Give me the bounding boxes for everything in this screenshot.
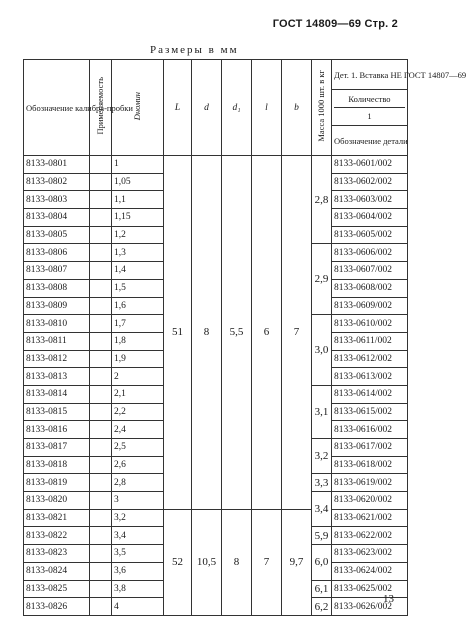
row-applicability <box>90 244 112 262</box>
row-code: 8133-0808 <box>24 279 90 297</box>
row-code: 8133-0801 <box>24 156 90 174</box>
row-applicability <box>90 562 112 580</box>
header-part-designation: Обозначение детали <box>332 126 408 156</box>
row-applicability <box>90 173 112 191</box>
row-applicability <box>90 492 112 510</box>
row-part-designation: 8133-0608/002 <box>332 279 408 297</box>
row-code: 8133-0824 <box>24 562 90 580</box>
row-code: 8133-0819 <box>24 474 90 492</box>
row-part-designation: 8133-0604/002 <box>332 209 408 227</box>
row-part-designation: 8133-0620/002 <box>332 492 408 510</box>
row-applicability <box>90 332 112 350</box>
row-applicability <box>90 598 112 616</box>
row-mass: 3,1 <box>312 385 332 438</box>
row-part-designation: 8133-0623/002 <box>332 545 408 563</box>
row-applicability <box>90 350 112 368</box>
row-dnom: 3,4 <box>112 527 164 545</box>
row-code: 8133-0818 <box>24 456 90 474</box>
row-part-designation: 8133-0619/002 <box>332 474 408 492</box>
row-part-designation: 8133-0607/002 <box>332 262 408 280</box>
row-code: 8133-0804 <box>24 209 90 227</box>
row-dnom: 1,9 <box>112 350 164 368</box>
group1-L: 51 <box>164 156 192 510</box>
header-L: L <box>164 60 192 156</box>
row-code: 8133-0825 <box>24 580 90 598</box>
group1-d1: 5,5 <box>222 156 252 510</box>
row-dnom: 1,7 <box>112 315 164 333</box>
row-part-designation: 8133-0618/002 <box>332 456 408 474</box>
row-dnom: 1,4 <box>112 262 164 280</box>
row-code: 8133-0803 <box>24 191 90 209</box>
row-code: 8133-0807 <box>24 262 90 280</box>
row-applicability <box>90 262 112 280</box>
row-dnom: 2 <box>112 368 164 386</box>
row-dnom: 3,6 <box>112 562 164 580</box>
group2-b: 9,7 <box>282 509 312 615</box>
row-dnom: 1,1 <box>112 191 164 209</box>
row-mass: 3,3 <box>312 474 332 492</box>
row-mass: 6,0 <box>312 545 332 580</box>
row-dnom: 2,5 <box>112 439 164 457</box>
row-dnom: 3,8 <box>112 580 164 598</box>
row-code: 8133-0820 <box>24 492 90 510</box>
row-part-designation: 8133-0621/002 <box>332 509 408 527</box>
row-applicability <box>90 439 112 457</box>
row-dnom: 1 <box>112 156 164 174</box>
row-dnom: 1,3 <box>112 244 164 262</box>
row-part-designation: 8133-0610/002 <box>332 315 408 333</box>
header-d1: d₁ <box>222 60 252 156</box>
row-dnom: 2,6 <box>112 456 164 474</box>
page-label: Стр. 2 <box>364 18 398 30</box>
row-applicability <box>90 474 112 492</box>
row-mass: 5,9 <box>312 527 332 545</box>
group1-l: 6 <box>252 156 282 510</box>
row-part-designation: 8133-0602/002 <box>332 173 408 191</box>
row-part-designation: 8133-0601/002 <box>332 156 408 174</box>
row-part-designation: 8133-0617/002 <box>332 439 408 457</box>
row-code: 8133-0822 <box>24 527 90 545</box>
row-code: 8133-0814 <box>24 385 90 403</box>
table-row <box>24 156 408 174</box>
row-applicability <box>90 226 112 244</box>
row-code: 8133-0816 <box>24 421 90 439</box>
row-dnom: 2,4 <box>112 421 164 439</box>
row-code: 8133-0809 <box>24 297 90 315</box>
group2-l: 7 <box>252 509 282 615</box>
row-applicability <box>90 545 112 563</box>
row-dnom: 1,8 <box>112 332 164 350</box>
row-code: 8133-0815 <box>24 403 90 421</box>
table-row <box>24 509 408 527</box>
dimensions-table <box>23 59 466 616</box>
row-code: 8133-0806 <box>24 244 90 262</box>
group2-d1: 8 <box>222 509 252 615</box>
row-code: 8133-0821 <box>24 509 90 527</box>
row-applicability <box>90 297 112 315</box>
row-applicability <box>90 156 112 174</box>
header-part-title: Дет. 1. Вставка НЕ ГОСТ 14807—69 <box>332 60 408 90</box>
row-dnom: 1,05 <box>112 173 164 191</box>
header-designation: Обозначение калибра-пробки <box>24 60 90 156</box>
row-part-designation: 8133-0625/002 <box>332 580 408 598</box>
row-part-designation: 8133-0616/002 <box>332 421 408 439</box>
page-number: 13 <box>383 593 394 605</box>
row-applicability <box>90 421 112 439</box>
table-header <box>24 60 466 156</box>
section-title: Размеры в мм <box>150 44 239 56</box>
row-dnom: 2,2 <box>112 403 164 421</box>
row-dnom: 2,8 <box>112 474 164 492</box>
row-part-designation: 8133-0614/002 <box>332 385 408 403</box>
row-mass: 3,0 <box>312 315 332 386</box>
group2-L: 52 <box>164 509 192 615</box>
row-part-designation: 8133-0603/002 <box>332 191 408 209</box>
row-applicability <box>90 209 112 227</box>
row-mass: 6,2 <box>312 598 332 616</box>
row-part-designation: 8133-0609/002 <box>332 297 408 315</box>
row-code: 8133-0813 <box>24 368 90 386</box>
row-dnom: 3,5 <box>112 545 164 563</box>
row-dnom: 3,2 <box>112 509 164 527</box>
row-part-designation: 8133-0613/002 <box>332 368 408 386</box>
header-b: b <box>282 60 312 156</box>
group2-d: 10,5 <box>192 509 222 615</box>
row-code: 8133-0802 <box>24 173 90 191</box>
header-l: l <box>252 60 282 156</box>
row-applicability <box>90 403 112 421</box>
header-d: d <box>192 60 222 156</box>
row-applicability <box>90 279 112 297</box>
row-code: 8133-0812 <box>24 350 90 368</box>
standard-header <box>273 18 398 30</box>
row-part-designation: 8133-0624/002 <box>332 562 408 580</box>
standard-number: ГОСТ 14809—69 <box>272 18 362 30</box>
row-mass: 2,9 <box>312 244 332 315</box>
row-dnom: 1,5 <box>112 279 164 297</box>
row-applicability <box>90 368 112 386</box>
row-dnom: 4 <box>112 598 164 616</box>
quantity-label: Количество <box>334 94 405 108</box>
header-quantity <box>332 90 408 126</box>
row-mass: 3,4 <box>312 492 332 527</box>
row-applicability <box>90 509 112 527</box>
group1-b: 7 <box>282 156 312 510</box>
row-part-designation: 8133-0605/002 <box>332 226 408 244</box>
row-part-designation: 8133-0612/002 <box>332 350 408 368</box>
row-applicability <box>90 527 112 545</box>
row-code: 8133-0817 <box>24 439 90 457</box>
row-applicability <box>90 580 112 598</box>
quantity-value: 1 <box>367 111 372 121</box>
group1-d: 8 <box>192 156 222 510</box>
row-applicability <box>90 456 112 474</box>
row-applicability <box>90 385 112 403</box>
row-dnom: 1,6 <box>112 297 164 315</box>
row-code: 8133-0811 <box>24 332 90 350</box>
row-dnom: 2,1 <box>112 385 164 403</box>
header-mass: Масса 1000 шт. в кг <box>312 60 332 156</box>
row-applicability <box>90 191 112 209</box>
row-part-designation: 8133-0606/002 <box>332 244 408 262</box>
row-part-designation: 8133-0622/002 <box>332 527 408 545</box>
header-applicability: Применяемость <box>90 60 112 156</box>
row-mass: 3,2 <box>312 439 332 474</box>
row-code: 8133-0810 <box>24 315 90 333</box>
row-mass: 2,8 <box>312 156 332 244</box>
row-applicability <box>90 315 112 333</box>
row-dnom: 3 <box>112 492 164 510</box>
table-body <box>24 156 408 616</box>
row-part-designation: 8133-0611/002 <box>332 332 408 350</box>
row-dnom: 1,15 <box>112 209 164 227</box>
row-dnom: 1,2 <box>112 226 164 244</box>
row-part-designation: 8133-0626/002 <box>332 598 408 616</box>
row-code: 8133-0805 <box>24 226 90 244</box>
row-code: 8133-0823 <box>24 545 90 563</box>
header-dnom: Dномин <box>112 60 164 156</box>
row-code: 8133-0826 <box>24 598 90 616</box>
row-part-designation: 8133-0615/002 <box>332 403 408 421</box>
row-mass: 6,1 <box>312 580 332 598</box>
